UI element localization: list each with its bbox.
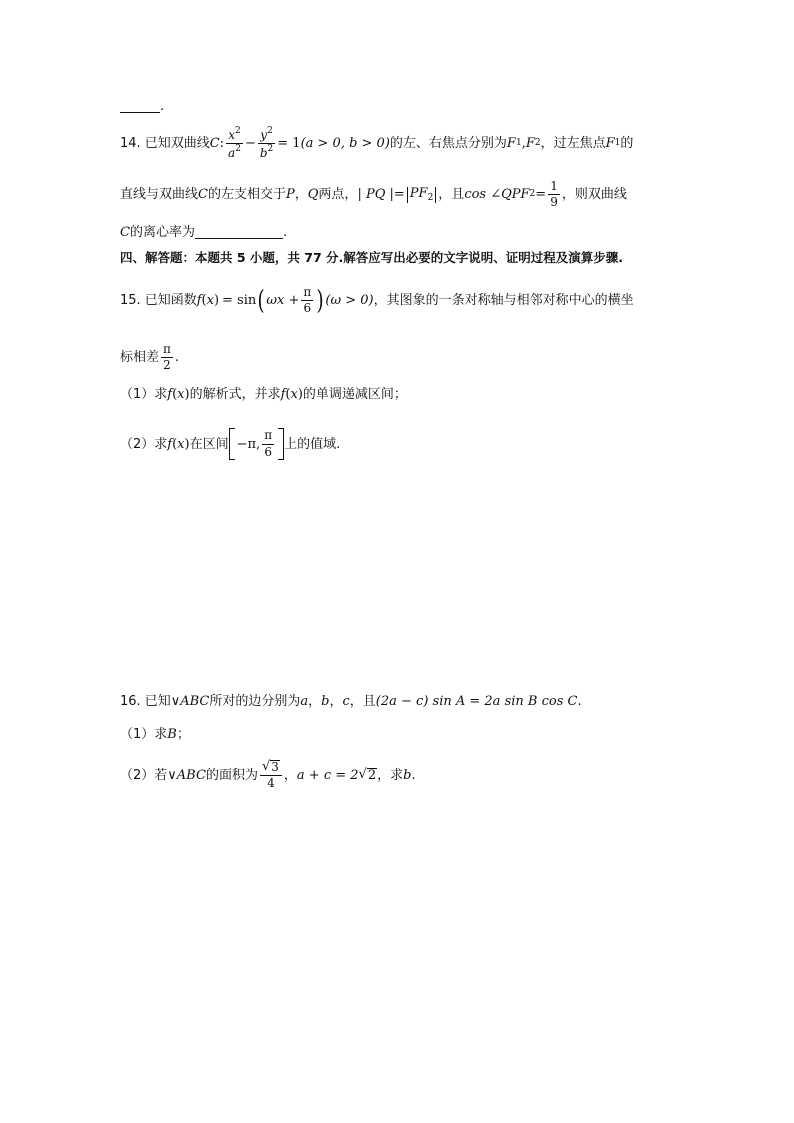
question-number: 14. — [120, 136, 141, 152]
fraction-1-9: $\frac{1}{9}$ — [550, 179, 558, 210]
section-header: 四、解答题：本题共 5 小题，共 77 分.解答应写出必要的文字说明、证明过程及演算步骤. — [120, 250, 623, 265]
q14-line-3: C 的离心率为 . — [120, 225, 288, 240]
q15-part-1: （1）求 f ( x ) 的解析式，并求 f ( x ) 的单调递减区间； — [120, 387, 407, 402]
question-number: 15. — [120, 293, 141, 309]
q14-line-2: 直线与双曲线 C 的左支相交于 P ， Q 两点， | PQ | = $PF_2$ ，且 cos ∠QPF 2 = $\frac{1}{9}$ ，则双曲线 — [120, 179, 627, 210]
fraction-y2-b2: $\frac{y^2}{b^2}$ — [259, 126, 274, 161]
fraction-x2-a2: $\frac{x^2}{a^2}$ — [228, 126, 241, 161]
q15-line-2: 标相差 $\frac{\pi}{2}$ . — [120, 342, 180, 373]
q15-line-1: 15. 已知函数 f ( x ) = sin ( ωx + $\frac{\pi}{6}$ ) (ω > 0) ，其图象的一条对称轴与相邻对称中心的横坐 — [120, 285, 634, 316]
fraction-pi-6: $\frac{\pi}{6}$ — [303, 285, 312, 316]
fraction-sqrt3-4: √ 3 4 — [260, 760, 282, 790]
q16-part-2: （2）若 ∨ABC 的面积为 √ 3 4 ， a + c = 2 √ 2 ，求 b . — [120, 759, 416, 791]
answer-blank[interactable] — [120, 100, 160, 113]
answer-blank[interactable] — [195, 226, 283, 239]
q15-part-2: （2）求 f ( x ) 在区间 −π, $\frac{\pi}{6}$ 上的值域. — [120, 428, 341, 459]
q16-part-1: （1）求 B ； — [120, 727, 190, 742]
q16-line-1: 16. 已知 ∨ABC 所对的边分别为 a ， b ， c ，且 (2a − c) sin A = 2a sin B cos C . — [120, 694, 582, 709]
question-number: 16. — [120, 694, 141, 709]
fraction-pi-2: $\frac{\pi}{2}$ — [163, 342, 171, 373]
fraction-pi-6: $\frac{\pi}{6}$ — [264, 428, 273, 459]
top-answer-blank: . — [120, 100, 164, 113]
q14-line-1: 14. 已知双曲线 C : $\frac{x^2}{a^2}$ − $\frac{y^2}{b^2}$ = 1 (a > 0, b > 0) 的左、右焦点分别为 F 1 , F 2 ，过左焦点 F 1 的 — [120, 126, 634, 161]
